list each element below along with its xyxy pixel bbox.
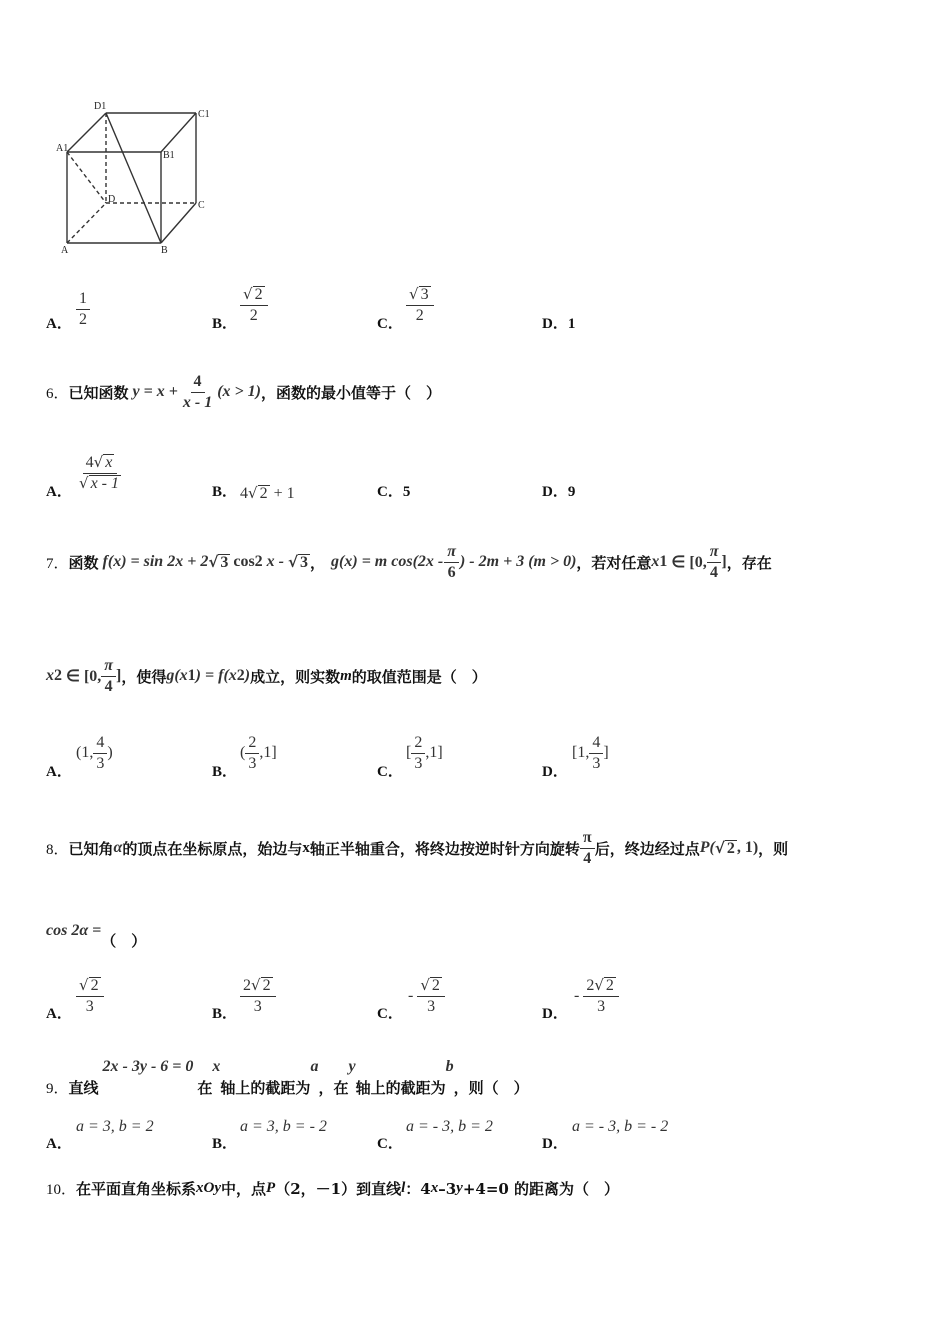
q7-int2-den: 4 <box>104 677 113 695</box>
q7-option-c-value <box>406 734 443 772</box>
q8-word5: ，则 <box>758 839 789 858</box>
q7-a-open: (1, <box>76 744 94 762</box>
q5-option-c-value: $\frac{√ 3}{2}$ <box>406 286 434 324</box>
q6-option-c-label: C． <box>377 484 403 500</box>
q9-option-d-value: a = - 3, b = - 2 <box>572 1118 669 1135</box>
q7-b-num: 2 <box>245 734 259 754</box>
q9-word6: ，则（ ） <box>453 1079 529 1097</box>
q8-paren: （ ） <box>101 931 147 950</box>
q7-option-d-label: D． <box>542 764 568 780</box>
q8-x-axis: x <box>302 839 310 856</box>
q6-option-d-label: D． <box>542 484 568 500</box>
q6-b-tail: + 1 <box>269 485 295 502</box>
q8-c-den: 3 <box>427 997 436 1015</box>
q7-x1-in: ∈ [0, <box>667 554 707 571</box>
q8-word4: 后，终边经过点 <box>594 839 700 858</box>
q8-d-sign: - <box>574 987 580 1005</box>
q5-c-rad: 3 <box>420 286 429 303</box>
q7-option-b-label: B． <box>212 764 238 780</box>
q8-b-den: 3 <box>253 997 262 1015</box>
edge-b-c <box>161 203 196 243</box>
q7-f-rad: 3 <box>220 553 229 571</box>
q6-a-coef: 4 <box>85 454 94 471</box>
q5-option-d <box>542 312 575 333</box>
q7-option-a-label: A． <box>46 764 72 780</box>
q8-option-a-value: $\frac{√ 2}{3}$ <box>76 977 104 1015</box>
q8-b-rad: 2 <box>262 977 271 994</box>
q6-option-b <box>212 480 237 501</box>
q6-frac-num: 4 <box>191 373 205 393</box>
q8-option-a <box>46 1002 72 1023</box>
q7-option-b <box>212 760 237 781</box>
q5-option-a <box>46 312 72 333</box>
label-a: A <box>61 245 69 256</box>
q6-option-d <box>542 480 575 501</box>
q7-option-d-value <box>572 734 609 772</box>
q7-f-expr1: f(x) = sin 2x + 2 <box>102 553 209 570</box>
q7-option-c <box>377 760 403 781</box>
q9-number: 9． <box>46 1081 69 1097</box>
q8-option-d-value: - $\frac{2√ 2}{3}$ <box>574 977 619 1015</box>
q6-b-rad: 2 <box>259 485 268 502</box>
q7-c-open: [ <box>406 744 412 762</box>
q7-eq-sub2: 2 <box>236 667 245 684</box>
diag-d1-b <box>106 113 161 243</box>
q5-a-den: 2 <box>79 310 87 328</box>
q6-option-a <box>46 480 72 501</box>
q9-a-var: a <box>310 1058 319 1075</box>
edge-b1-c1 <box>161 113 196 152</box>
q7-c-num: 2 <box>411 734 425 754</box>
label-b: B <box>161 245 168 256</box>
q6-cond: (x > 1) <box>217 383 261 400</box>
q5-option-c <box>377 312 403 333</box>
q10-eq-tail: +4=0 的距离为（ ） <box>462 1180 620 1198</box>
q9-option-b-label: B． <box>212 1136 238 1152</box>
q7-g-den: 6 <box>447 563 456 581</box>
q8-cos-expr: cos 2α = <box>46 922 102 939</box>
q7-x2: x <box>46 667 54 684</box>
label-d1: D1 <box>94 101 107 112</box>
q10-word3: （2，－1）到直线 <box>275 1180 402 1198</box>
question-8-line-1: 8． 已知角 α 的顶点在坐标原点，始边与 x 轴正半轴重合，将终边按逆时针方向旋转 $\frac{\pi}{4}$ 后，终边经过点 P( √ 2 , 1) ，则 <box>46 828 789 867</box>
q7-c-den: 3 <box>414 754 423 772</box>
q10-xoy: xOy <box>196 1180 222 1196</box>
q8-alpha: α <box>113 839 123 856</box>
q8-option-d <box>542 1002 568 1023</box>
q7-word2: ，若对任意 <box>576 553 652 572</box>
q10-eq-x: x <box>430 1180 439 1196</box>
label-d: D <box>108 194 116 205</box>
q5-option-b-value: $\frac{√ 2}{2}$ <box>240 286 268 324</box>
q5-d-value: 1 <box>567 316 576 332</box>
q7-b-open: ( <box>240 744 246 762</box>
q5-c-den: 2 <box>415 306 424 324</box>
q5-option-b-label: B． <box>212 316 238 332</box>
q7-int-close: ] <box>721 553 727 570</box>
q7-d-open: [1, <box>572 744 590 762</box>
question-6 <box>46 372 441 412</box>
q7-int2-num: π <box>101 657 116 677</box>
q8-rot-den: 4 <box>583 849 592 867</box>
q7-a-den: 3 <box>96 754 105 772</box>
q8-rot-num: π <box>580 829 595 849</box>
q7-a-close: ) <box>107 744 113 762</box>
q8-d-rad: 2 <box>605 977 614 994</box>
q9-option-a-label: A． <box>46 1136 72 1152</box>
q7-word6: 的取值范围是（ ） <box>351 667 487 686</box>
q8-option-b <box>212 1002 237 1023</box>
q9-x-var: x <box>212 1058 221 1075</box>
q5-option-d-label: D． <box>542 316 568 332</box>
q7-f-rad2: 3 <box>300 553 309 571</box>
q8-a-den: 3 <box>85 997 94 1015</box>
q6-a-den-rad: x - 1 <box>90 474 119 492</box>
edge-a1-d1 <box>67 113 106 152</box>
q7-x2-sub: 2 <box>54 667 62 684</box>
q8-c-sign: - <box>408 987 414 1005</box>
q9-word4: ，在 <box>318 1079 349 1097</box>
q7-a-num: 4 <box>93 734 107 754</box>
q8-b-coef: 2 <box>243 977 251 994</box>
q6-number: 6． <box>46 385 69 402</box>
q7-d-close: ] <box>603 744 609 762</box>
q7-option-a <box>46 760 72 781</box>
q6-frac-den: x - 1 <box>182 393 213 411</box>
q8-a-rad: 2 <box>90 977 99 994</box>
q8-option-b-value: $\frac{2√ 2}{3}$ <box>240 977 276 1015</box>
q8-option-c-value: - $\frac{√ 2}{3}$ <box>408 977 445 1015</box>
q6-c-value: 5 <box>402 484 411 500</box>
q6-option-b-label: B． <box>212 484 238 500</box>
q9-option-b <box>212 1132 237 1153</box>
cube-figure <box>50 95 220 260</box>
q6-option-b-value: 4√ 2 + 1 <box>240 484 295 502</box>
q7-m-var: m <box>340 667 352 684</box>
q5-option-b <box>212 312 237 333</box>
q9-option-d <box>542 1132 568 1153</box>
q7-int2-close: ] <box>116 667 122 684</box>
q7-word3: ，存在 <box>726 553 772 572</box>
q7-comma: ， <box>310 553 326 572</box>
q7-word5: 成立，则实数 <box>250 667 341 686</box>
q10-number: 10． <box>46 1182 77 1198</box>
q9-b-var: b <box>445 1058 454 1075</box>
q5-option-a-value <box>76 290 90 328</box>
q7-word1: 函数 <box>68 553 99 572</box>
q7-d-den: 3 <box>592 754 601 772</box>
q7-x1-sub: 1 <box>659 553 668 570</box>
q10-word2: 中，点 <box>221 1180 267 1198</box>
q9-word3: 轴上的截距为 <box>220 1079 311 1097</box>
q7-f-cos: cos <box>233 553 255 570</box>
label-b1: B1 <box>163 150 175 161</box>
q5-b-den: 2 <box>249 306 258 324</box>
q7-c-close: ,1] <box>425 744 443 762</box>
question-7-line-1: 7． 函数 f(x) = sin 2x + 2 √ 3 cos 2 x - √ 3 ， g(x) = m cos(2x - $\frac{\pi}{6}$ ) - 2m + 3 (m > 0) ，若对任意 x 1 ∈ [0, $\frac{\pi}{4}$ ] ，存在 <box>46 542 772 581</box>
q9-word2: 在 <box>197 1079 213 1097</box>
q7-eq-sub1: 1 <box>187 667 196 684</box>
q8-word2: 的顶点在坐标原点，始边与 <box>122 839 303 858</box>
q7-f-sup: 2 <box>254 553 263 570</box>
q7-g-expr2: ) - 2m + 3 (m > 0) <box>459 553 577 570</box>
q7-int-num: π <box>707 543 722 563</box>
q9-line-expr: 2x - 3y - 6 = 0 <box>102 1058 194 1075</box>
q7-option-a-value <box>76 734 113 772</box>
q6-d-value: 9 <box>567 484 576 500</box>
q8-point-close: , 1) <box>736 839 759 856</box>
q8-number: 8． <box>46 841 69 858</box>
q5-option-c-label: C． <box>377 316 403 332</box>
q7-word4: ，使得 <box>121 667 167 686</box>
question-8-line-2 <box>46 916 147 950</box>
q6-option-c <box>377 480 410 501</box>
q6-option-a-value: $\frac{4√ x}{√ x - 1}$ <box>79 453 119 492</box>
q10-eq-y: y <box>456 1180 463 1196</box>
q5-option-a-label: A． <box>46 316 72 332</box>
q9-option-c-value: a = - 3, b = 2 <box>406 1118 493 1135</box>
q9-word5: 轴上的截距为 <box>355 1079 446 1097</box>
q7-eq-mid: ) = f(x <box>195 667 237 684</box>
q10-word4: ：4 <box>405 1180 431 1198</box>
q9-option-c-label: C． <box>377 1136 403 1152</box>
q7-eq-close: ) <box>244 667 251 684</box>
q5-b-rad: 2 <box>254 286 263 303</box>
q7-d-num: 4 <box>589 734 603 754</box>
label-a1: A1 <box>56 143 69 154</box>
q6-option-a-label: A． <box>46 484 72 500</box>
q8-option-c <box>377 1002 403 1023</box>
q10-l: l <box>401 1180 406 1196</box>
q7-eq-expr: g(x <box>166 667 188 684</box>
q7-g-num: π <box>444 543 459 563</box>
q8-word3: 轴正半轴重合，将终边按逆时针方向旋转 <box>309 839 580 858</box>
q8-d-den: 3 <box>597 997 606 1015</box>
q10-word1: 在平面直角坐标系 <box>76 1180 197 1198</box>
q8-point-p: P( <box>699 839 715 856</box>
q9-y-var: y <box>348 1058 356 1075</box>
label-c: C <box>198 200 205 211</box>
question-7-line-2 <box>46 654 487 698</box>
q8-word1: 已知角 <box>68 839 114 858</box>
label-c1: C1 <box>198 109 210 120</box>
q7-number: 7． <box>46 555 69 572</box>
q8-option-b-label: B． <box>212 1006 238 1022</box>
question-9 <box>46 1058 529 1098</box>
q7-g-expr1: g(x) = m cos(2x - <box>331 553 444 570</box>
q9-option-b-value: a = 3, b = - 2 <box>240 1118 327 1135</box>
q6-suffix: ，函数的最小值等于（ ） <box>260 383 441 402</box>
q8-option-c-label: C． <box>377 1006 403 1022</box>
q6-b-coef: 4 <box>240 485 248 502</box>
q8-d-coef: 2 <box>586 977 595 994</box>
q5-a-num: 1 <box>76 290 90 310</box>
q6-a-num-rad: x <box>105 454 113 471</box>
q7-b-den: 3 <box>248 754 257 772</box>
q10-eq-mid: –3 <box>438 1179 457 1198</box>
q7-x2-in: ∈ [0, <box>62 668 102 685</box>
q9-option-d-label: D． <box>542 1136 568 1152</box>
q8-point-rad: 2 <box>726 839 735 857</box>
q6-func-lhs: y = x + <box>132 383 178 400</box>
q8-option-a-label: A． <box>46 1006 72 1022</box>
q9-word1: 直线 <box>68 1079 99 1097</box>
q9-option-a-value: a = 3, b = 2 <box>76 1118 154 1135</box>
diag-a1-d <box>67 152 106 203</box>
q7-option-d <box>542 760 568 781</box>
question-10 <box>46 1178 619 1199</box>
q7-x1: x <box>651 553 660 570</box>
q7-b-close: ,1] <box>259 744 277 762</box>
q10-p: P <box>266 1180 276 1196</box>
q7-option-c-label: C． <box>377 764 403 780</box>
q7-option-b-value <box>240 734 277 772</box>
q9-option-c <box>377 1132 403 1153</box>
q9-option-a <box>46 1132 72 1153</box>
edge-a-d <box>67 203 106 243</box>
q6-prefix: 已知函数 <box>68 383 129 402</box>
q7-f-expr3: x - <box>262 553 288 570</box>
q8-option-d-label: D． <box>542 1006 568 1022</box>
q7-int-den: 4 <box>710 563 719 581</box>
q8-c-rad: 2 <box>431 977 440 994</box>
